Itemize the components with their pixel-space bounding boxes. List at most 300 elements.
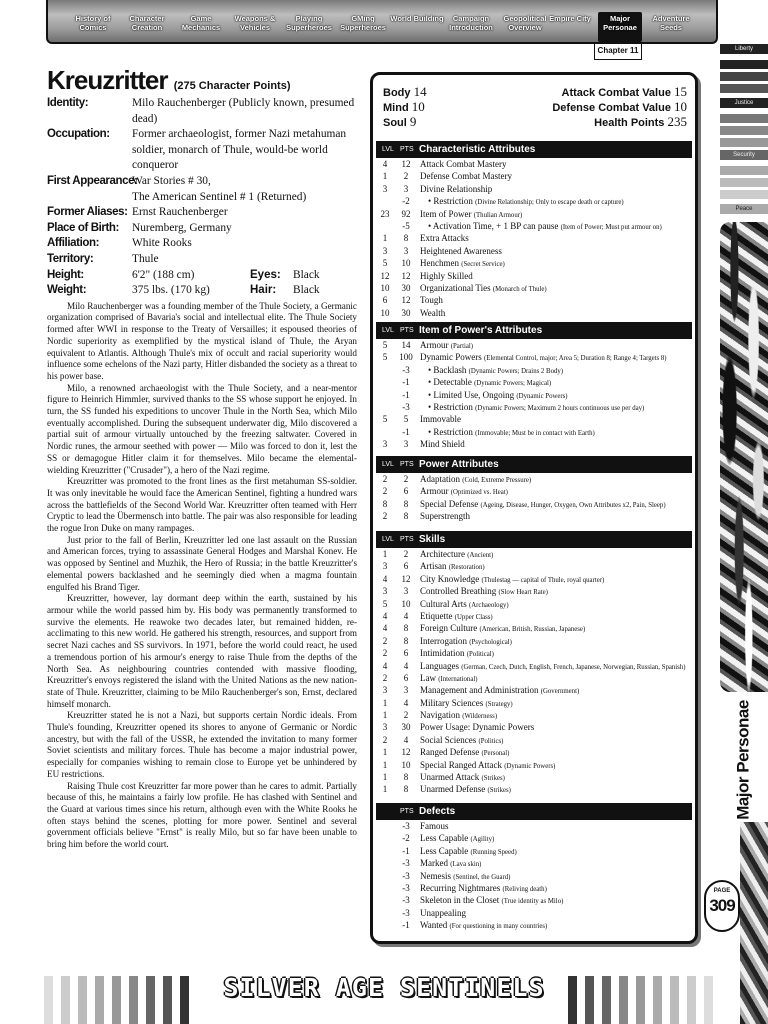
side-section-title (718, 700, 768, 820)
attribute-name: Power Usage: Dynamic Powers (420, 722, 535, 733)
nav-game-mechanics[interactable]: Game Mechanics (181, 14, 221, 32)
attribute-note: (Divine Relationship; Only to escape death or capture) (475, 199, 624, 207)
core-stats-right (552, 85, 687, 130)
stripe (720, 72, 768, 81)
page-number-badge (704, 880, 740, 932)
attribute-points: 12 (401, 295, 411, 306)
attribute-name: Unarmed Defense (420, 784, 486, 795)
attribute-points: 12 (401, 573, 411, 584)
section-item-of-power-s-attributes (376, 322, 692, 451)
attribute-level: 6 (382, 295, 388, 306)
attribute-note: (Strikes) (487, 787, 511, 795)
attribute-note: (Strikes) (481, 775, 505, 783)
attribute-level: 2 (382, 486, 388, 497)
attribute-row (376, 473, 692, 485)
attribute-level: 1 (382, 759, 388, 770)
attribute-row (376, 647, 692, 659)
attribute-row (376, 220, 692, 232)
attribute-note: (Ancient) (467, 552, 494, 559)
attribute-row (376, 882, 692, 894)
attribute-level: 5 (382, 258, 388, 269)
field-first-appearance-cont (47, 190, 357, 206)
attribute-name: Wanted (420, 920, 448, 931)
attribute-level: 1 (382, 772, 388, 783)
attribute-note: (Immovable; Must be in contact with Earth) (475, 429, 595, 437)
attribute-level: 1 (382, 784, 388, 795)
attribute-row (376, 510, 692, 522)
attribute-points: -3 (402, 401, 410, 412)
attribute-note: (Dynamic Powers; Magical) (474, 380, 552, 388)
attribute-note: (Slow Heart Rate) (498, 589, 548, 597)
footer-stripe (619, 976, 628, 1024)
attribute-points: 8 (403, 511, 409, 522)
attribute-points: 2 (403, 171, 409, 182)
attribute-row (376, 270, 692, 282)
section-header (376, 531, 692, 548)
stat-acv (552, 85, 687, 100)
attribute-level: 3 (382, 561, 388, 572)
footer-banner (44, 970, 720, 1024)
field-key: Hair: (250, 284, 277, 297)
attribute-note: (Dynamic Powers; Drains 2 Body) (468, 367, 564, 375)
col-lvl-header: LVL (382, 461, 394, 468)
attribute-level: 3 (382, 183, 388, 194)
nav-world-building[interactable]: World Building (390, 14, 444, 23)
attribute-points: 3 (403, 439, 409, 450)
attribute-row (376, 208, 692, 220)
attribute-row (376, 183, 692, 195)
attribute-points: 8 (403, 635, 409, 646)
side-tag-justice: Justice (720, 98, 768, 108)
nav-character-creation[interactable]: Character Creation (129, 14, 165, 32)
col-pts-header: PTS (400, 461, 414, 468)
attribute-name: Less Capable (420, 845, 469, 856)
attribute-note: (Thulestag — capital of Thule, royal quarter) (481, 576, 605, 584)
attribute-row (376, 919, 692, 931)
attribute-level: 8 (382, 498, 388, 509)
field-identity (47, 96, 357, 127)
stat-label: Attack Combat Value (561, 87, 671, 99)
attribute-level: 23 (380, 208, 390, 219)
attribute-points: 8 (403, 772, 409, 783)
attribute-points: 12 (401, 270, 411, 281)
attribute-level: 4 (382, 660, 388, 671)
attribute-points: 10 (401, 598, 411, 609)
attribute-name: Ranged Defense (420, 747, 480, 758)
col-pts-header: PTS (400, 146, 414, 153)
col-pts-header: PTS (400, 327, 414, 334)
attribute-points: -3 (402, 895, 410, 906)
attribute-points: -2 (402, 833, 410, 844)
attribute-note: (Wilderness) (462, 713, 498, 721)
attribute-row (376, 857, 692, 869)
field-value: Ernst Rauchenberger (132, 206, 228, 219)
attribute-name: • Backlash (428, 364, 467, 375)
field-affiliation (47, 236, 357, 252)
attribute-note: (Elemental Control, major; Area 5; Duration 8; Range 4; Targets 8) (484, 355, 667, 363)
field-value: White Rooks (132, 237, 192, 250)
section-header (376, 456, 692, 473)
attribute-points: 30 (401, 722, 411, 733)
footer-stripe (636, 976, 645, 1024)
attribute-note: (Strategy) (485, 700, 513, 708)
attribute-level: 1 (382, 710, 388, 721)
attribute-name: Highly Skilled (420, 270, 473, 281)
attribute-points: 6 (403, 648, 409, 659)
attribute-name: Etiquette (420, 610, 453, 621)
field-value: Milo Rauchenberger (Publicly known, presumed dead) (132, 97, 355, 125)
attribute-points: 6 (403, 561, 409, 572)
nav-history-of-comics[interactable]: History of Comics (75, 14, 111, 32)
attribute-name: City Knowledge (420, 573, 480, 584)
attribute-name: Henchmen (420, 258, 459, 269)
stat-label: Soul (383, 117, 407, 129)
field-height-eyes (47, 268, 357, 284)
attribute-points: 92 (401, 208, 411, 219)
attribute-points: -3 (402, 858, 410, 869)
attribute-row (376, 307, 692, 319)
attribute-name: Organizational Ties (420, 282, 491, 293)
attribute-level: 1 (382, 171, 388, 182)
attribute-level: 3 (382, 586, 388, 597)
footer-stripe (146, 976, 155, 1024)
attribute-name: Recurring Nightmares (420, 882, 501, 893)
attribute-row (376, 734, 692, 746)
stripe (720, 166, 768, 175)
attribute-name: Item of Power (420, 208, 472, 219)
nav-weapons-vehicles[interactable]: Weapons & Vehicles (234, 14, 276, 32)
field-territory (47, 252, 357, 268)
attribute-points: 6 (403, 672, 409, 683)
col-lvl-header: LVL (382, 327, 394, 334)
attribute-note: (Thulian Armour) (473, 211, 523, 219)
attribute-points: 2 (403, 474, 409, 484)
attribute-points: 10 (401, 759, 411, 770)
attribute-name: Navigation (420, 710, 460, 721)
footer-stripe (112, 976, 121, 1024)
attribute-name: • Detectable (428, 377, 472, 388)
attribute-name: Armour (420, 340, 449, 350)
attribute-row (376, 413, 692, 425)
character-name: Kreuzritter (47, 65, 168, 95)
stat-soul (383, 115, 427, 130)
attribute-note: (Personal) (481, 750, 510, 758)
stat-label: Mind (383, 102, 409, 114)
attribute-row (376, 232, 692, 244)
field-value: 375 lbs. (170 kg) (132, 284, 210, 297)
attribute-name: Nemesis (420, 870, 451, 881)
field-key: Identity: (47, 97, 89, 109)
stat-value: 10 (411, 99, 425, 114)
attribute-level: 3 (382, 439, 388, 450)
attribute-row (376, 870, 692, 882)
col-lvl-header: LVL (382, 536, 394, 543)
bio-paragraph: Just prior to the fall of Berlin, Kreuzritter led one last assault on the Russian and American forces, trying to assassinate General Hodges and Marshal Konev. He was opposed by Sentinel and Muzhik, the Hero of Russia; in the battle Kreuzritter's elemental powers backlashed and he seemingly died when a magma fountain engulfed his Brand Tiger. (47, 534, 357, 592)
attribute-row (376, 573, 692, 585)
section-header (376, 322, 692, 339)
footer-stripe (670, 976, 679, 1024)
attribute-level: 2 (382, 474, 388, 484)
attribute-note: (True identity as Milo) (501, 898, 564, 906)
attribute-points: -3 (402, 821, 410, 831)
attribute-name: Defense Combat Mastery (420, 171, 512, 182)
section-title: Characteristic Attributes (419, 144, 536, 155)
field-former-aliases (47, 205, 357, 221)
top-navigation-bar (46, 0, 718, 44)
nav-adventure-seeds[interactable]: Adventure Seeds (652, 14, 690, 32)
field-key: Place of Birth: (47, 221, 119, 234)
stripe (720, 60, 768, 69)
attribute-name: Cultural Arts (420, 598, 467, 609)
attribute-name: Architecture (420, 549, 465, 559)
attribute-note: (Item of Power; Must put armour on) (560, 223, 662, 231)
bio-paragraph: Kreuzritter stated he is not a Nazi, but supports certain Nordic ideals. From Thule's founding, Kreuzritter opened its shores to anyone of Germanic or Nordic ancestry, but with the fall of the USSR, he extended the invitation to many former Soviet scientists and military forces. Thule has become a major industrial power, especially for companies wishing to remain close to Europe yet be unhindered by EU restrictions. (47, 710, 357, 779)
attribute-name: Special Defense (420, 498, 479, 509)
attribute-points: 30 (401, 307, 411, 318)
nav-gming-superheroes[interactable]: GMing Superheroes (340, 14, 386, 32)
attribute-row (376, 339, 692, 351)
footer-stripe (704, 976, 713, 1024)
attribute-name: Controlled Breathing (420, 586, 497, 597)
attribute-row (376, 622, 692, 634)
field-key: Former Aliases: (47, 206, 128, 219)
attribute-name: Less Capable (420, 833, 469, 844)
attribute-name: Divine Relationship (420, 183, 493, 194)
nav-empire-city[interactable]: Empire City (549, 14, 591, 23)
attribute-level: 1 (382, 549, 388, 559)
attribute-points: 12 (401, 747, 411, 758)
attribute-note: (Monarch of Thule) (492, 285, 547, 293)
footer-stripe (180, 976, 189, 1024)
field-value: War Stories # 30, (132, 174, 211, 187)
attribute-name: Mind Shield (420, 439, 465, 450)
attribute-name: • Limited Use, Ongoing (428, 389, 515, 400)
attribute-level: 5 (382, 414, 388, 425)
attribute-points: 8 (403, 623, 409, 634)
attribute-row (376, 257, 692, 269)
attribute-level: 2 (382, 648, 388, 659)
page-label: PAGE (713, 888, 731, 894)
attribute-points: 14 (401, 340, 411, 350)
attribute-points: -3 (402, 870, 410, 881)
attribute-name: Extra Attacks (420, 233, 469, 244)
attribute-name: Artisan (420, 561, 447, 572)
bio-paragraph: Milo, a renowned archaeologist with the Thule Society, and a near-mentor figure to Heinrich Himmler, survived thanks to the SS whose support he enjoyed. In turn, the SS funded his expeditions to uncover Thule in the North Sea, which Milo eventually accomplished. During the subsequent underwater dig, Milo discovered a partial suit of armour virtually untouched by the freezing saltwater. Covered in Nordic runes, the armour seethed with power — Milo was forced to don it, lest the SS or demagogue Hitler claim it for themselves. Milo became the elemental-wielding Kreuzritter ("Crusader"), a hero of the Nazi regime. (47, 382, 357, 475)
attribute-level: 1 (382, 233, 388, 244)
attribute-row (376, 245, 692, 257)
attribute-points: 100 (399, 352, 413, 363)
attribute-level: 3 (382, 685, 388, 696)
attribute-row (376, 783, 692, 795)
footer-stripe (78, 976, 87, 1024)
attribute-row (376, 660, 692, 672)
attribute-row (376, 672, 692, 684)
attribute-note: (For questioning in many countries) (449, 923, 548, 931)
attribute-points: 4 (403, 734, 409, 745)
footer-stripe (653, 976, 662, 1024)
attribute-points: 8 (403, 233, 409, 244)
attribute-name: • Activation Time, + 1 BP can pause (428, 220, 559, 231)
nav-campaign-introduction[interactable]: Campaign Introduction (449, 14, 493, 32)
field-value: Black (293, 284, 320, 297)
attribute-note: (Government) (540, 688, 580, 696)
attribute-level: 3 (382, 245, 388, 256)
attribute-level: 2 (382, 635, 388, 646)
section-title: Skills (419, 534, 446, 545)
section-title: Power Attributes (419, 459, 499, 470)
attribute-name: Skeleton in the Closet (420, 895, 500, 906)
bio-paragraph: Kreuzritter was promoted to the front lines as the first metahuman SS-soldier. It was only inevitable he would face the American Sentinel, fighting a hundred wars across the battlefields of the Second World War. Kreuzritter often teamed with Herr Cryptic to lead the Übermensch into battle. The pair was also responsible for leading the rogue Iron Duke on many rampages. (47, 476, 357, 534)
stat-label: Health Points (594, 117, 665, 129)
field-key: Affiliation: (47, 237, 100, 250)
bio-paragraph: Kreuzritter, however, lay dormant deep within the earth, sustained by his armour while the world passed him by. His body was permanently transformed to survive the elements. He reawoke two decades later, but remained hidden, re-acclimating to this new world. He gathered his strength, resources, and support from secret Nazi caches and SS survivors. In 1971, before the world could react, he used a tremendous portion of his armour's energy to raise Thule from the depths of the North Sea. As neighbouring countries contended with massive flooding, Kreuzritter's envoys registered the island with the United Nations as the new nation-state of Thule. Kreuzritter, claiming to be Milo Rauchenberger's son, Ernst, declared himself monarch. (47, 593, 357, 709)
core-stats-left (383, 85, 427, 130)
attribute-note: (Sentinel, the Guard) (453, 873, 511, 881)
stat-value: 9 (409, 114, 417, 129)
col-lvl-header: LVL (382, 146, 394, 153)
attribute-name: Dynamic Powers (420, 352, 482, 363)
stripe (720, 114, 768, 123)
attribute-name-wrap (420, 307, 445, 321)
attribute-row (376, 195, 692, 207)
section-power-attributes (376, 456, 692, 523)
field-first-appearance (47, 174, 357, 190)
attribute-level: 5 (382, 598, 388, 609)
stripe (720, 138, 768, 147)
field-key: Eyes: (250, 268, 281, 281)
attribute-points: -3 (402, 907, 410, 918)
attribute-note: (Partial) (450, 343, 474, 350)
marble-texture-decoration (720, 222, 768, 692)
footer-stripe (568, 976, 577, 1024)
attribute-points: 30 (401, 282, 411, 293)
attribute-name: Social Sciences (420, 734, 477, 745)
stat-dcv (552, 100, 687, 115)
attribute-name: Attack Combat Mastery (420, 159, 507, 169)
attribute-row (376, 426, 692, 438)
character-points: (275 Character Points) (173, 80, 291, 92)
field-key: Occupation: (47, 128, 110, 141)
attribute-name: • Restriction (428, 426, 473, 437)
attribute-note: (Secret Service) (461, 261, 505, 269)
attribute-name: Unappealing (420, 907, 466, 918)
field-value: The American Sentinel # 1 (Returned) (132, 190, 307, 203)
stat-mind (383, 100, 427, 115)
attribute-points: 3 (403, 685, 409, 696)
attribute-points: -3 (402, 882, 410, 893)
stat-label: Defense Combat Value (552, 102, 671, 114)
nav-playing-superheroes[interactable]: Playing Superheroes (286, 14, 332, 32)
footer-stripe (44, 976, 53, 1024)
attribute-name: Management and Administration (420, 685, 539, 696)
field-value: 6'2" (188 cm) (132, 268, 195, 281)
nav-major-personae[interactable]: Major Personae (598, 12, 642, 42)
attribute-points: 4 (403, 697, 409, 708)
attribute-row (376, 721, 692, 733)
bio-paragraph: Raising Thule cost Kreuzritter far more power than he cares to admit. Partially because of this, he maintains a fairly low profile. He has clashed with Sentinel and the Guard at various times since his return, although even with the White Rooks he often stays behind the scenes, plotting for more power. Sentinel and several government officials believe "Ernst" is really Milo, but so far have been unable to bring him before the world court. (47, 780, 357, 850)
footer-stripe (129, 976, 138, 1024)
attribute-level: 1 (382, 697, 388, 708)
attribute-row (376, 907, 692, 919)
section-header (376, 141, 692, 158)
attribute-name: Immovable (420, 414, 461, 425)
attribute-name: Marked (420, 858, 448, 869)
attribute-row (376, 759, 692, 771)
attribute-note: (Archaeology) (469, 601, 509, 609)
attribute-row (376, 610, 692, 622)
attribute-points: -1 (402, 426, 410, 437)
attribute-points: 8 (403, 784, 409, 795)
attribute-level: 12 (380, 270, 390, 281)
attribute-name: • Restriction (428, 196, 473, 207)
side-tag-peace: Peace (720, 204, 768, 214)
attribute-note: (Ageing, Disease, Hunger, Oxygen, Own Attributes x2, Pain, Sleep) (480, 501, 666, 509)
attribute-level: 2 (382, 734, 388, 745)
attribute-points: 4 (403, 610, 409, 621)
attribute-points: 4 (403, 660, 409, 671)
attribute-note: (Optimized vs. Heat) (450, 489, 508, 497)
field-weight-hair (47, 283, 357, 299)
attribute-points: 8 (403, 498, 409, 509)
attribute-name-wrap (420, 510, 470, 524)
footer-stripe (585, 976, 594, 1024)
attribute-level: 4 (382, 610, 388, 621)
attribute-note: (Political) (466, 651, 494, 659)
attribute-name: Heightened Awareness (420, 245, 502, 256)
nav-geopolitical-overview[interactable]: Geopolitical Overview (503, 14, 547, 32)
stat-value: 235 (667, 114, 687, 129)
stat-value: 14 (413, 84, 427, 99)
attribute-name: Special Ranged Attack (420, 759, 502, 770)
attribute-row (376, 438, 692, 450)
attribute-level: 10 (380, 307, 390, 318)
field-place-of-birth (47, 221, 357, 237)
attribute-name: Superstrength (420, 511, 470, 522)
attribute-row (376, 170, 692, 182)
footer-stripe (61, 976, 70, 1024)
attribute-note: (International) (438, 675, 478, 683)
attribute-row (376, 294, 692, 306)
attribute-row (376, 282, 692, 294)
attribute-note: (Dynamic Powers) (504, 762, 556, 770)
attribute-points: -5 (402, 220, 410, 231)
attribute-points: -1 (402, 389, 410, 400)
attribute-note: (Politics) (478, 737, 504, 745)
page-number: 309 (709, 896, 735, 915)
attribute-row (376, 746, 692, 758)
attribute-points: 12 (401, 159, 411, 169)
footer-logo: SILVER AGE SENTINELS (214, 970, 554, 1006)
stat-label: Body (383, 87, 411, 99)
stat-value: 10 (674, 99, 687, 114)
field-value: Former archaeologist, former Nazi metahuman soldier, monarch of Thule, would-be world conqueror (132, 128, 347, 172)
field-key: Territory: (47, 252, 94, 265)
field-key: Weight: (47, 284, 87, 297)
attribute-row (376, 771, 692, 783)
attribute-row (376, 351, 692, 363)
attribute-points: 10 (401, 258, 411, 269)
side-tag-liberty: Liberty (720, 44, 768, 54)
attribute-note: (German, Czech, Dutch, English, French, Japanese, Norwegian, Russian, Spanish) (461, 663, 686, 671)
core-stats (383, 85, 687, 129)
side-tag-security: Security (720, 150, 768, 160)
attribute-note: (Cold, Extreme Pressure) (462, 477, 532, 484)
attribute-note: (Agility) (470, 836, 495, 844)
attribute-points: -1 (402, 920, 410, 931)
attribute-row (376, 364, 692, 376)
attribute-note: (Dynamic Powers) (516, 392, 568, 400)
attribute-name-wrap (420, 438, 465, 452)
